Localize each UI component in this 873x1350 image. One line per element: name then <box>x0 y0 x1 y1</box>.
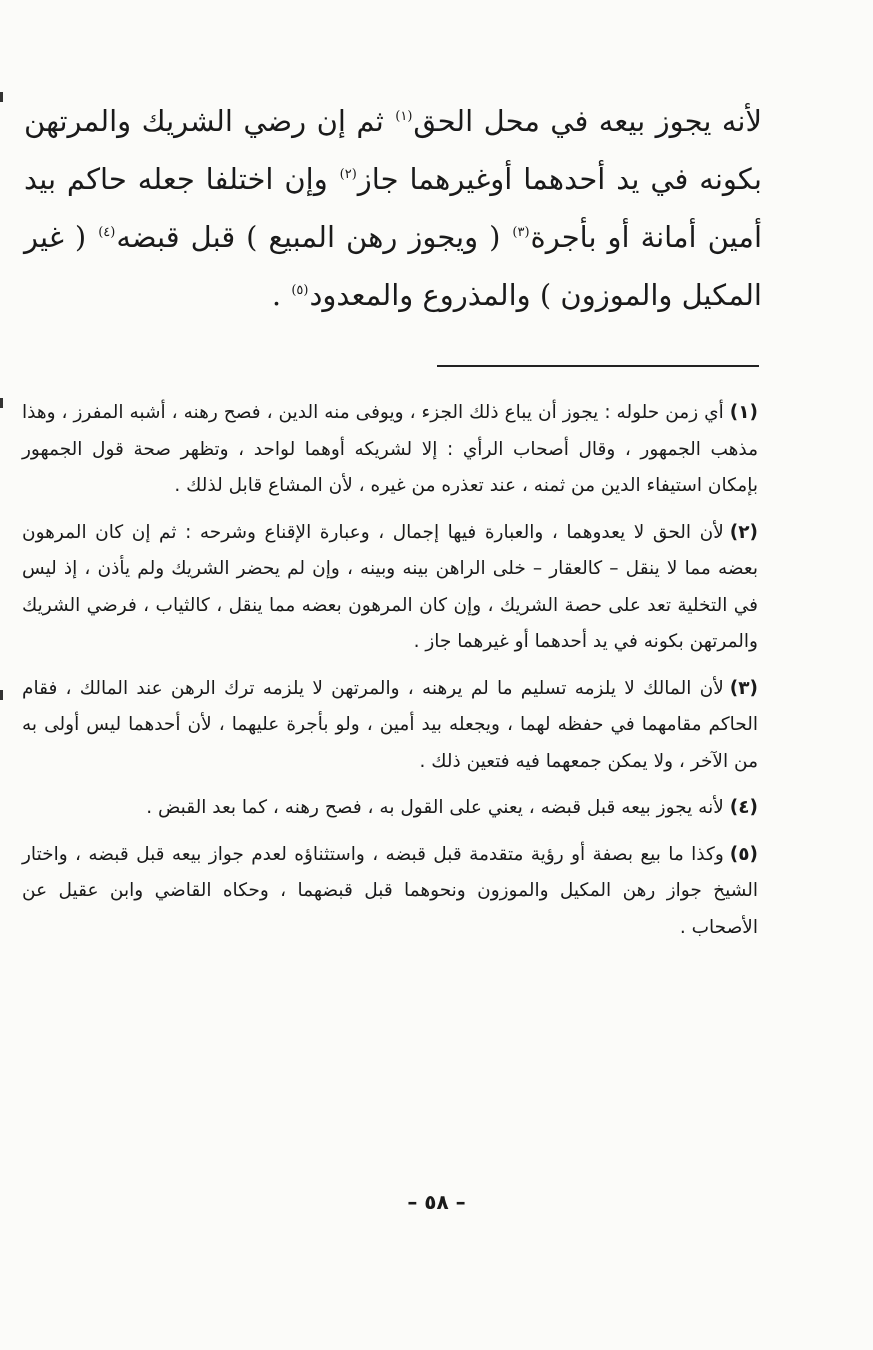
footnote-text: وكذا ما بيع بصفة أو رؤية متقدمة قبل قبضه ، واستثناؤه لعدم جواز بيعه قبل قبضه ، واختار الشيخ جواز رهن المكيل والموزون ونحوهما قبل قبضهما ، وحكاه القاضي وابن عقيل عن الأصحاب . <box>22 843 758 938</box>
footnote-number: (١) <box>729 402 758 423</box>
footnote-divider <box>437 365 759 367</box>
footnote-ref[interactable]: (١) <box>395 109 413 125</box>
footnote-number: (٢) <box>729 521 758 543</box>
main-text-segment: وإن اختلفا جعله حاكم بيد أمين أمانة أو بأجرة <box>24 162 762 254</box>
footnote-2 <box>22 515 758 661</box>
footnote-text: لأن الحق لا يعدوهما ، والعبارة فيها إجمال ، وعبارة الإقناع وشرحه : ثم إن كان المرهون بعضه مما لا ينقل – كالعقار – خلى الراهن بينه وبينه ، وإن لم يحضر الشريك ولم يأذن ، إذ ليس في التخلية تعد على حصة الشريك ، وإن كان المرهون بعضه مما ينقل ، كالثياب ، فرضي الشريك والمرتهن بكونه في يد أحدهما أو غيرهما جاز . <box>22 521 758 652</box>
footnote-number: (٤) <box>729 797 758 818</box>
footnotes <box>22 395 758 956</box>
main-text-segment: ثم إن رضي الشريك والمرتهن بكونه في يد أحدهما أوغيرهما جاز <box>24 104 762 196</box>
main-text-segment: ( غير المكيل والموزون ) والمذروع والمعدود <box>24 220 762 312</box>
left-edge-mark <box>0 92 3 102</box>
footnote-5 <box>22 837 758 947</box>
left-edge-mark <box>0 398 3 408</box>
footnote-3 <box>22 671 758 781</box>
footnote-ref[interactable]: (٤) <box>98 225 116 241</box>
main-text-segment: . <box>271 278 291 312</box>
main-text-segment: لأنه يجوز بيعه في محل الحق <box>413 104 762 138</box>
page-number: – ٥٨ – <box>407 1190 466 1214</box>
footnote-ref[interactable]: (٣) <box>512 225 530 241</box>
footnote-4 <box>22 790 758 827</box>
footnote-ref[interactable]: (٢) <box>339 167 357 183</box>
footnote-1 <box>22 395 758 505</box>
footnote-number: (٣) <box>729 677 758 699</box>
footnote-text: أي زمن حلوله : يجوز أن يباع ذلك الجزء ، ويوفى منه الدين ، فصح رهنه ، أشبه المفرز ، وهذا مذهب الجمهور ، وقال أصحاب الرأي : إلا لشريكه أوهما لواحد ، وتظهر صحة قول الجمهور بإمكان استيفاء الدين من ثمنه ، عند تعذره من غيره ، لأن المشاع قابل لذلك . <box>22 402 758 496</box>
footnote-text: لأنه يجوز بيعه قبل قبضه ، يعني على القول به ، فصح رهنه ، كما بعد القبض . <box>146 797 724 818</box>
main-text <box>24 92 762 324</box>
main-paragraph <box>24 92 762 324</box>
footnote-text: لأن المالك لا يلزمه تسليم ما لم يرهنه ، والمرتهن لا يلزمه ترك الرهن عند المالك ، فقام الحاكم مقامهما في حفظه لهما ، ويجعله بيد أمين ، ولو بأجرة عليهما ، لأن أحدهما ليس أولى به من الآخر ، ولا يمكن جمعهما فيه فتعين ذلك . <box>22 677 758 772</box>
footnote-number: (٥) <box>729 843 758 865</box>
main-text-segment: ( ويجوز رهن المبيع ) قبل قبضه <box>116 220 512 254</box>
left-edge-mark <box>0 690 3 700</box>
footnote-ref[interactable]: (٥) <box>291 283 309 299</box>
